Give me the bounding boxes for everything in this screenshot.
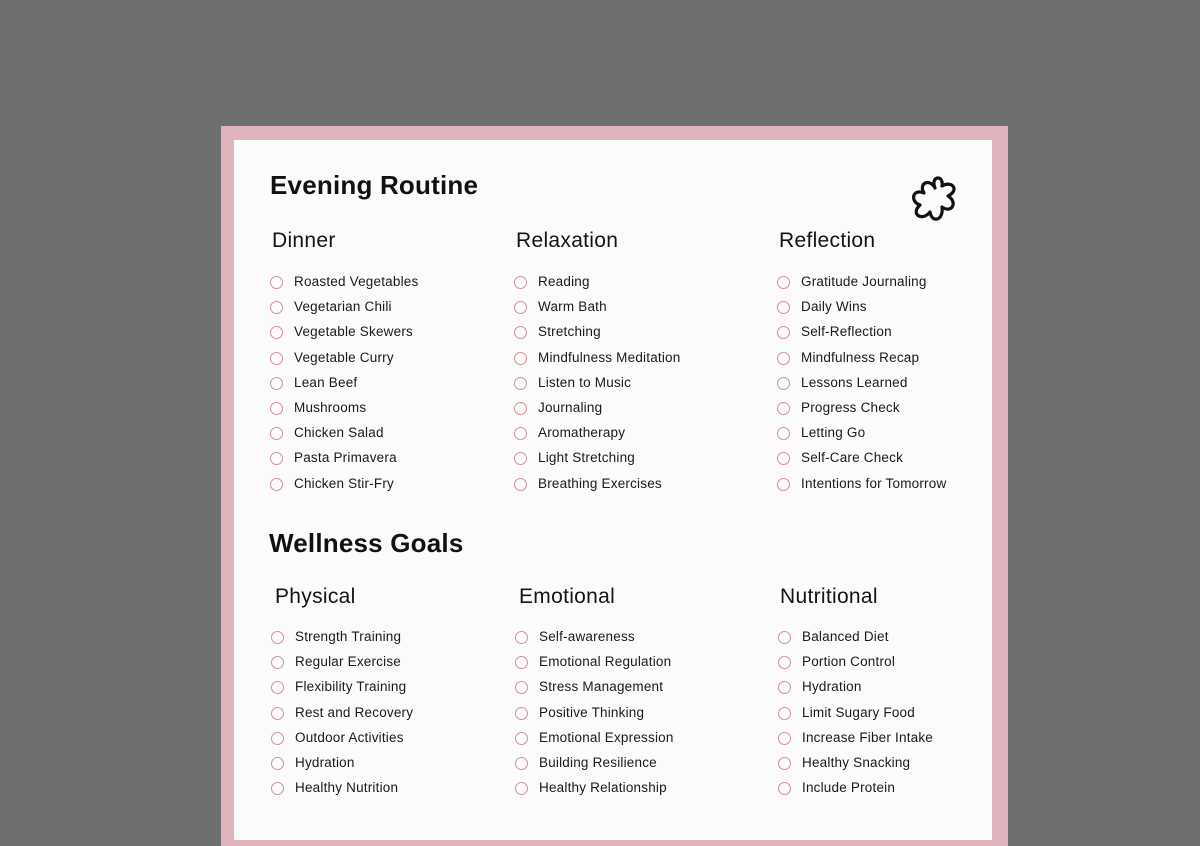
checkbox[interactable] [514, 377, 527, 390]
checklist-item-label: Outdoor Activities [295, 729, 404, 745]
flower-doodle-icon [908, 174, 962, 230]
checklist-item-label: Limit Sugary Food [802, 704, 915, 720]
checklist-item-label: Self-awareness [539, 629, 635, 644]
checklist-item-label: Mushrooms [294, 399, 367, 415]
reflection-column [777, 229, 947, 491]
checklist-item-label: Vegetable Skewers [294, 324, 413, 340]
checkbox[interactable] [777, 276, 790, 289]
checkbox[interactable] [777, 478, 790, 491]
checklist-item-label: Mindfulness Meditation [538, 349, 681, 365]
checklist-item-label: Chicken Salad [294, 425, 384, 441]
checkbox[interactable] [514, 402, 527, 415]
checklist-item-label: Stress Management [539, 679, 664, 695]
checklist-item-label: Warm Bath [538, 299, 607, 315]
checkbox[interactable] [271, 631, 284, 644]
reflection-heading: Reflection [779, 229, 876, 252]
checklist-item-label: Progress Check [801, 399, 900, 415]
checklist-item-label: Listen to Music [538, 374, 632, 390]
checkbox[interactable] [271, 707, 284, 720]
relaxation-column [514, 229, 681, 491]
checklist-item-label: Flexibility Training [295, 679, 407, 695]
checklist-item-label: Daily Wins [801, 299, 867, 315]
checkbox[interactable] [515, 707, 528, 720]
checklist-item-label: Hydration [295, 754, 355, 770]
checklist-item-label: Regular Exercise [295, 654, 401, 670]
checkbox[interactable] [514, 276, 527, 289]
checkbox[interactable] [777, 352, 790, 365]
checklist-item-label: Balanced Diet [802, 629, 889, 644]
checklist-item-label: Aromatherapy [538, 425, 626, 441]
checklist-item-label: Intentions for Tomorrow [801, 475, 947, 491]
checklist-item-label: Hydration [802, 679, 862, 695]
emotional-column [515, 585, 674, 796]
checklist-item-label: Pasta Primavera [294, 450, 397, 466]
checklist-item-label: Letting Go [801, 425, 866, 441]
checkbox[interactable] [515, 631, 528, 644]
checklist-item-label: Increase Fiber Intake [802, 729, 934, 745]
checkbox[interactable] [270, 377, 283, 390]
checklist-item-label: Reading [538, 274, 590, 289]
checklist-item-label: Positive Thinking [539, 704, 645, 720]
checklist-item-label: Emotional Regulation [539, 654, 672, 670]
checklist-item-label: Vegetarian Chili [294, 299, 392, 315]
evening-routine-title: Evening Routine [270, 170, 479, 200]
physical-column [271, 585, 414, 796]
checklist-item-label: Portion Control [802, 654, 896, 670]
checklist-item-label: Healthy Relationship [539, 780, 667, 796]
checklist-item-label: Chicken Stir-Fry [294, 475, 394, 491]
checklist-item-label: Rest and Recovery [295, 704, 414, 720]
checklist-item-label: Include Protein [802, 780, 896, 796]
checklist-item-label: Mindfulness Recap [801, 349, 920, 365]
wellness-goals-title: Wellness Goals [269, 528, 464, 558]
checklist-item-label: Journaling [538, 399, 603, 415]
checklist-item-label: Stretching [538, 324, 601, 340]
checkbox[interactable] [270, 352, 283, 365]
relaxation-heading: Relaxation [516, 229, 619, 252]
checkbox[interactable] [515, 757, 528, 770]
checkbox[interactable] [515, 732, 528, 745]
checklist-item-label: Healthy Nutrition [295, 780, 399, 796]
checkbox[interactable] [271, 732, 284, 745]
checklist-item-label: Self-Care Check [801, 450, 904, 466]
physical-heading: Physical [275, 585, 356, 608]
checklist-item-label: Lean Beef [294, 374, 358, 390]
dinner-column [270, 229, 419, 491]
nutritional-column [778, 585, 934, 796]
checklist-item-label: Strength Training [295, 629, 402, 644]
checklist-item-label: Gratitude Journaling [801, 274, 927, 289]
checkbox[interactable] [514, 352, 527, 365]
checklist-item-label: Breathing Exercises [538, 475, 662, 491]
checkbox[interactable] [778, 631, 791, 644]
checklist-item-label: Self-Reflection [801, 324, 892, 340]
checkbox[interactable] [270, 276, 283, 289]
checklist-item-label: Roasted Vegetables [294, 274, 419, 289]
nutritional-heading: Nutritional [780, 585, 878, 608]
emotional-heading: Emotional [519, 585, 616, 608]
checkbox[interactable] [778, 732, 791, 745]
checklist-item-label: Lessons Learned [801, 374, 908, 390]
checklist-item-label: Vegetable Curry [294, 349, 394, 365]
checklist-item-label: Light Stretching [538, 450, 636, 466]
checkbox[interactable] [778, 707, 791, 720]
checkbox[interactable] [777, 377, 790, 390]
checklist-item-label: Building Resilience [539, 754, 657, 770]
checkbox[interactable] [778, 757, 791, 770]
checklist-item-label: Healthy Snacking [802, 754, 911, 770]
checkbox[interactable] [271, 757, 284, 770]
dinner-heading: Dinner [272, 229, 336, 252]
checkbox[interactable] [270, 402, 283, 415]
checkbox[interactable] [270, 478, 283, 491]
checkbox[interactable] [514, 478, 527, 491]
checkbox[interactable] [777, 402, 790, 415]
checklist-item-label: Emotional Expression [539, 729, 674, 745]
